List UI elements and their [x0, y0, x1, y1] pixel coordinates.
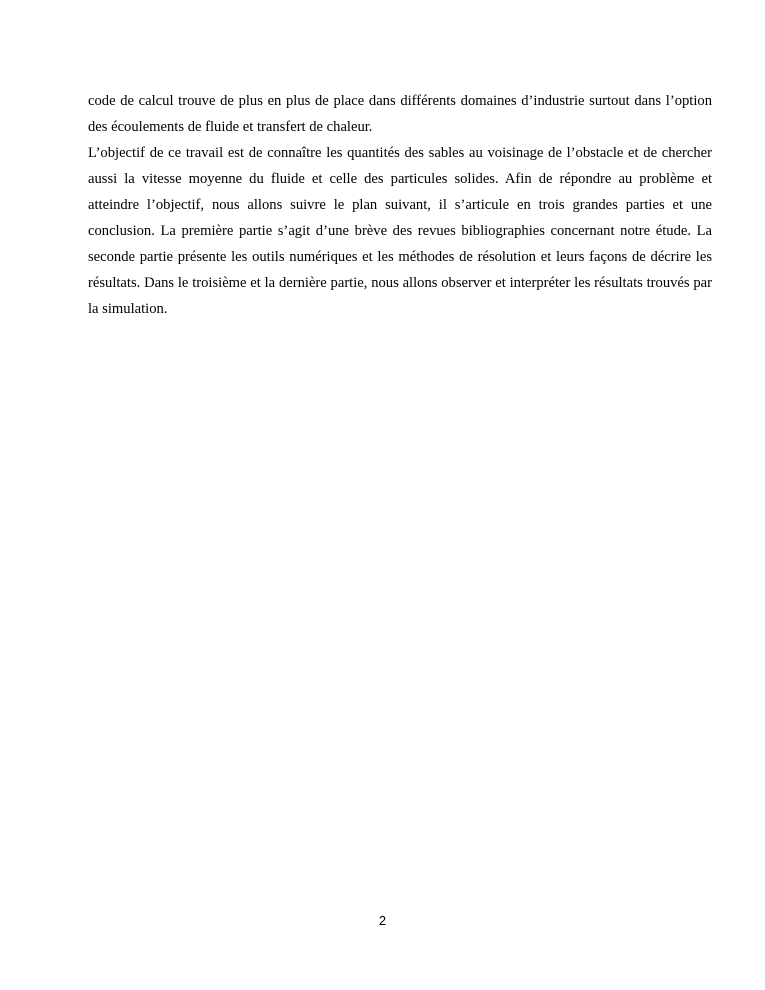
body-text — [88, 88, 712, 322]
page-number: 2 — [378, 913, 387, 928]
paragraph-objective: L’objectif de ce travail est de connaître les quantités des sables au voisinage de l’obstacle et de chercher aussi la vitesse moyenne du fluide et celle des particules solides. Afin de répondre au problème et atteindre l’objectif, nous allons suivre le plan suivant, il s’articule en trois grandes parties et une conclusion. La première partie s’agit d’une brève des revues bibliographies concernant notre étude. La seconde partie présente les outils numériques et les méthodes de résolution et leurs façons de décrire les résultats. Dans le troisième et la dernière partie, nous allons observer et interpréter les résultats trouvés par la simulation. — [88, 145, 712, 317]
paragraph-continuation: code de calcul trouve de plus en plus de place dans différents domaines d’industrie surtout dans l’option des écoulements de fluide et transfert de chaleur. — [88, 93, 712, 135]
